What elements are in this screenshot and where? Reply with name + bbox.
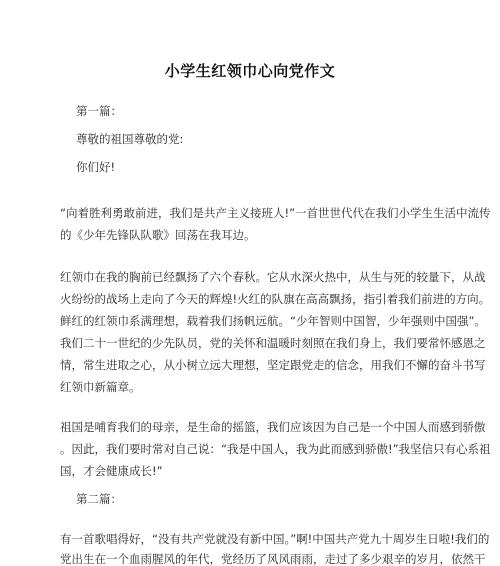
paragraph-2-line: 火纷纷的战场上走向了今天的辉煌!火红的队旗在高高飘扬，指引着我们前进的方向。 xyxy=(60,292,491,306)
section-heading-2: 第二篇： xyxy=(76,492,122,506)
paragraph-1-line: “向着胜利勇敢前进，我们是共产主义接班人!”一首世世代代在我们小学生生活中流传 xyxy=(60,206,491,220)
document-title: 小学生红领巾心向党作文 xyxy=(164,62,336,80)
paragraph-2-line: 我们二十一世纪的少先队员，党的关怀和温暖时刻照在我们身上，我们要常怀感恩之 xyxy=(60,336,486,350)
paragraph-3-line: 祖国是哺育我们的母亲，是生命的摇篮，我们应该因为自己是一个中国人而感到骄傲 xyxy=(60,420,486,434)
paragraph-2-line: 鲜红的红领巾系满理想，载着我们扬帆远航。“少年智则中国智，少年强则中国强”。 xyxy=(60,314,486,328)
greeting: 你们好! xyxy=(76,160,116,174)
salutation: 尊敬的祖国尊敬的党: xyxy=(76,132,184,146)
paragraph-3-line: 国，才会健康成长!” xyxy=(60,464,163,478)
paragraph-3-line: 。因此，我们要时常对自己说：“我是中国人，我为此而感到骄傲!”我坚信只有心系祖 xyxy=(60,442,491,456)
paragraph-2-line: 红领巾新篇章。 xyxy=(60,380,141,394)
paragraph-1-line: 的《少年先锋队队歌》回荡在我耳边。 xyxy=(60,228,256,242)
paragraph-4-line: 党出生在一个血雨腥风的年代，党经历了风风雨雨，走过了多少艰辛的岁月，依然干 xyxy=(60,552,486,566)
section-heading-1: 第一篇： xyxy=(76,104,122,118)
paragraph-4-line: 有一首歌唱得好，“没有共产党就没有新中国。”啊!中国共产党九十周岁生日啦!我们的 xyxy=(60,532,490,546)
paragraph-2-line: 红领巾在我的胸前已经飘扬了六个春秋。它从水深火热中，从生与死的较量下，从战 xyxy=(60,270,486,284)
paragraph-2-line: 情，常生进取之心，从小树立远大理想，坚定跟党走的信念，用我们不懈的奋斗书写 xyxy=(60,358,486,372)
